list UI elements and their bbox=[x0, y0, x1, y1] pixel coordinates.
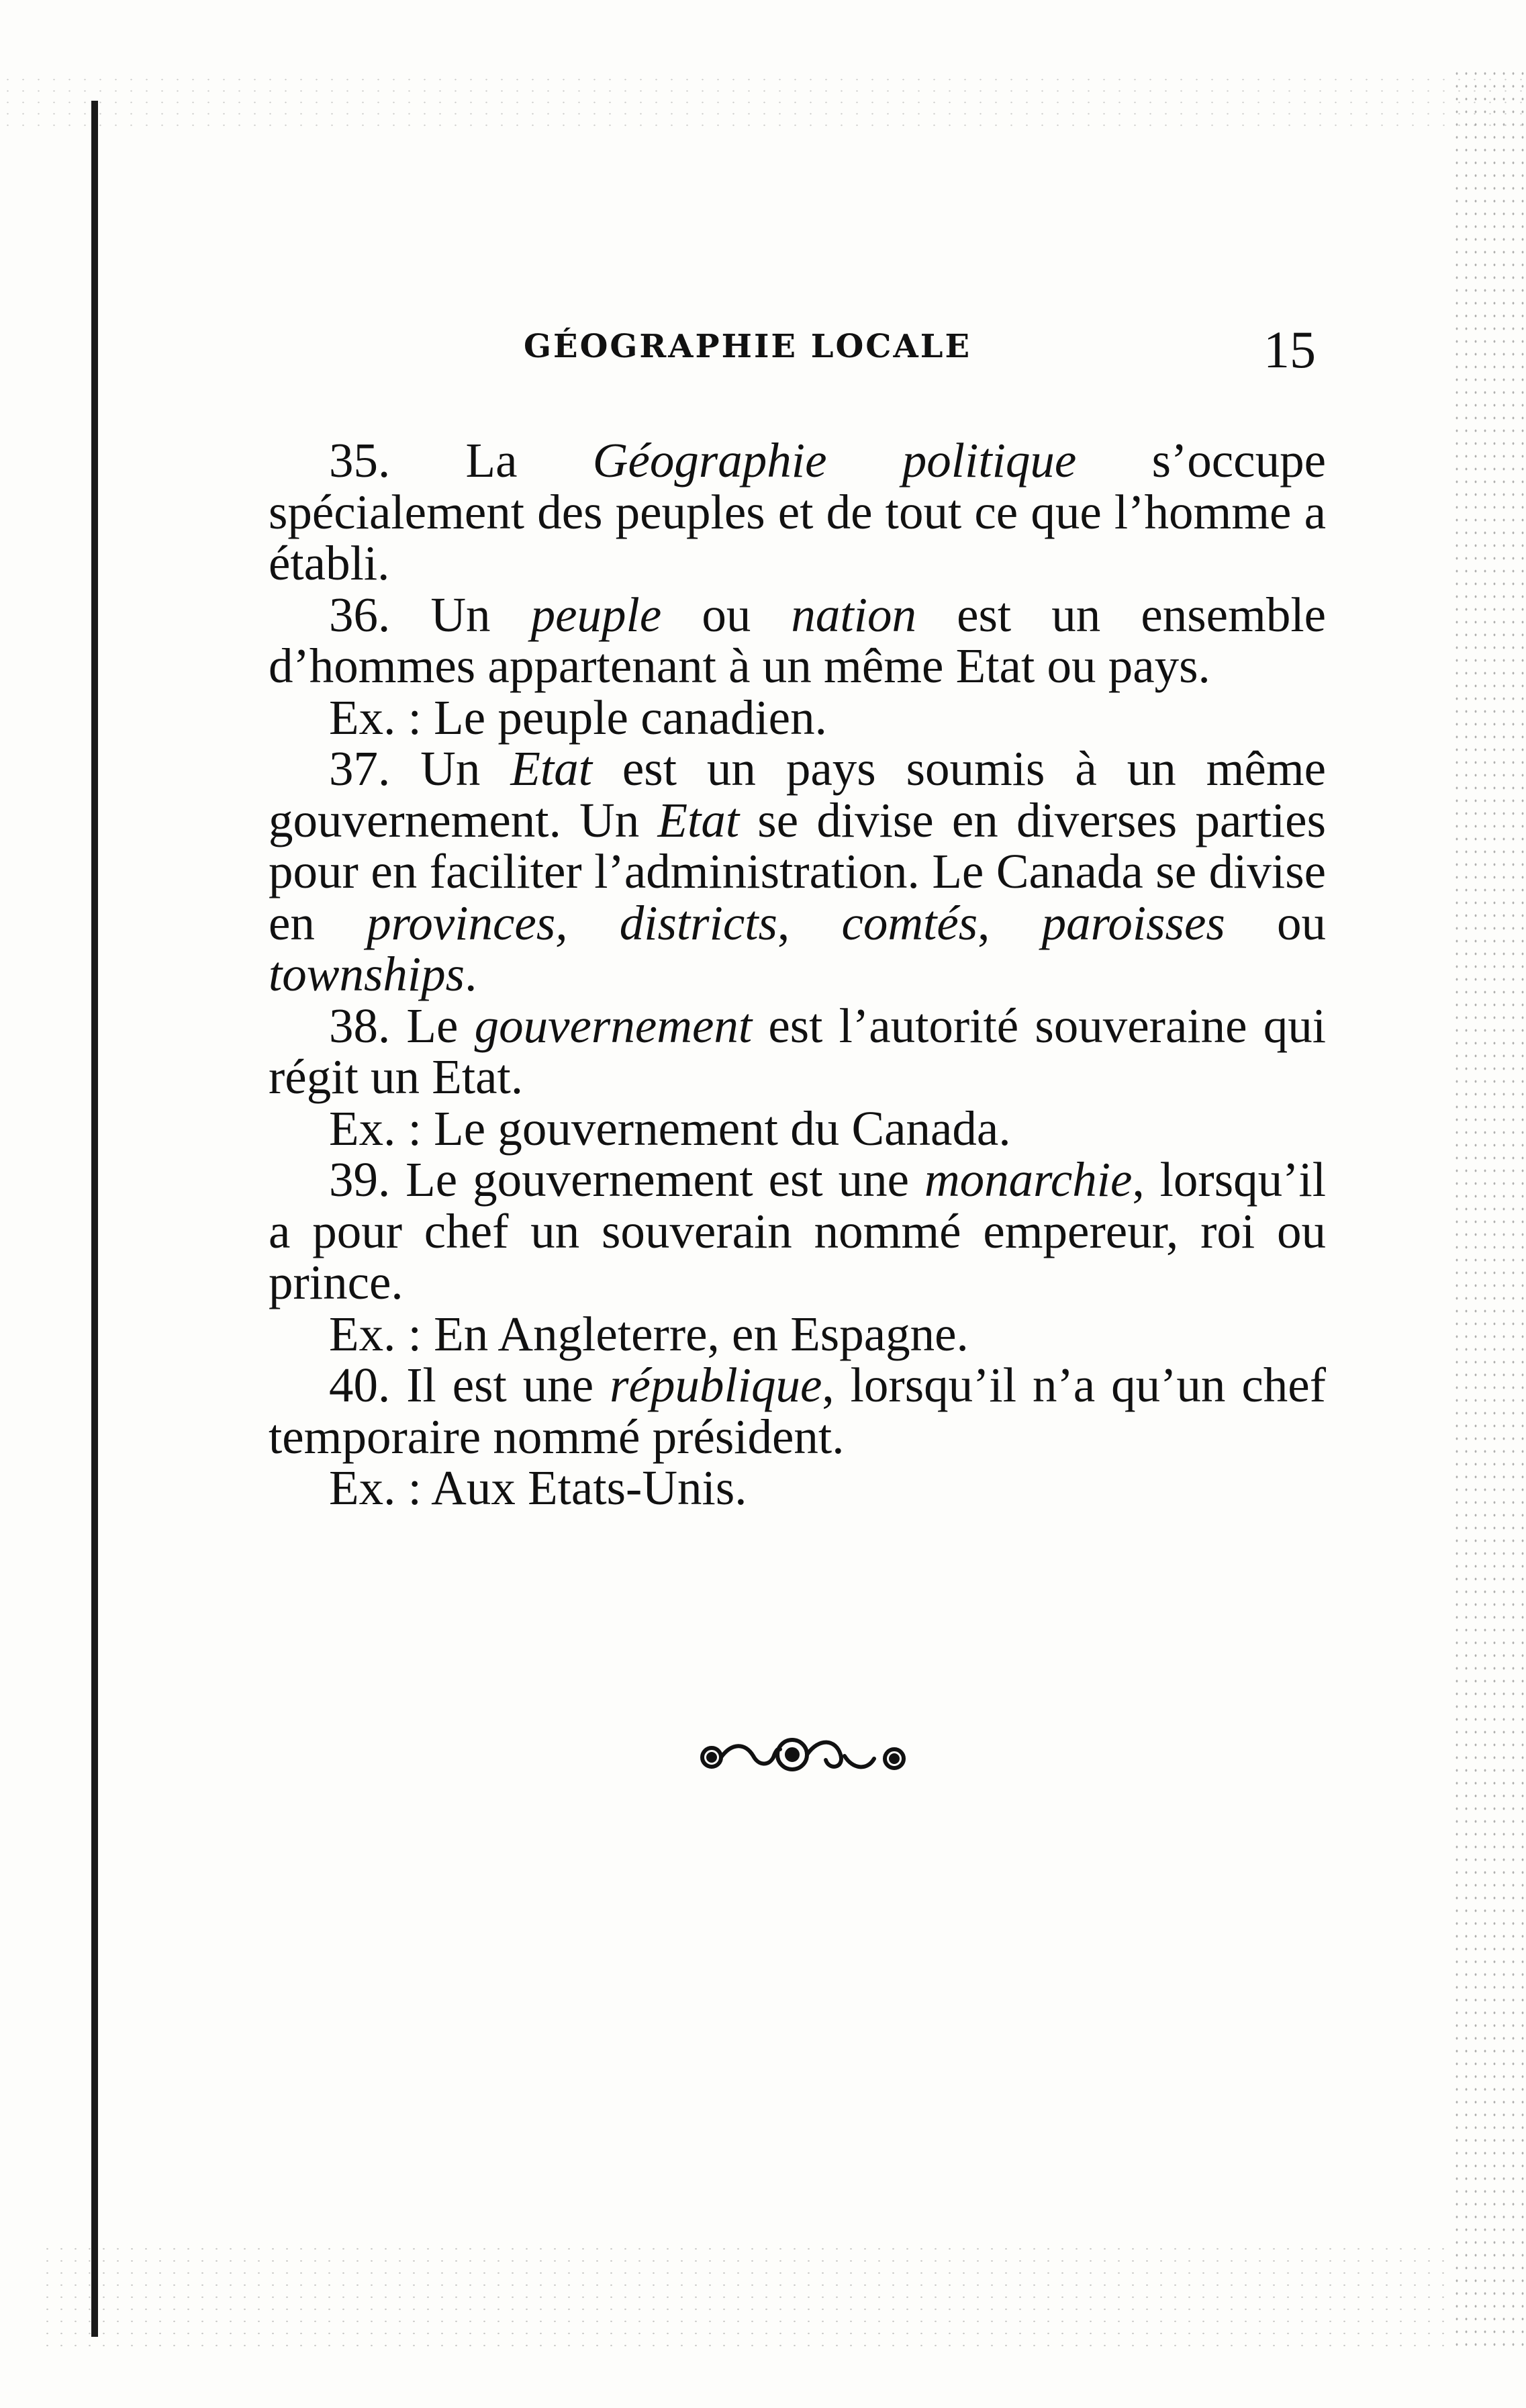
paragraph bbox=[269, 743, 1326, 1001]
text-run: s’occupe spécialement des peuples et de tout ce que l’homme a établi. bbox=[269, 433, 1326, 590]
italic-term: comtés bbox=[841, 895, 978, 950]
example-line: Ex. : Le peuple canadien. bbox=[329, 690, 827, 745]
running-head bbox=[269, 320, 1316, 388]
paragraph bbox=[269, 435, 1326, 590]
text-run: Un bbox=[390, 587, 531, 642]
text-run: , lorsqu’il n’a qu’un chef temporaire nommé président. bbox=[269, 1358, 1326, 1464]
text-run: ou bbox=[661, 587, 792, 642]
paragraph bbox=[269, 587, 1326, 693]
text-run: Un bbox=[390, 741, 511, 796]
text-run: Le bbox=[390, 998, 475, 1053]
paragraph-number: 35. bbox=[329, 433, 391, 488]
text-run: Le gouvernement est une bbox=[390, 1152, 924, 1207]
text-run: . bbox=[465, 947, 477, 1001]
print-noise-top bbox=[0, 74, 1526, 134]
italic-term: paroisses bbox=[1041, 895, 1225, 950]
italic-term: monarchie bbox=[924, 1152, 1133, 1207]
print-noise-right bbox=[1452, 67, 1526, 2350]
italic-term: Géographie politique bbox=[592, 433, 1077, 488]
page-number: 15 bbox=[1263, 320, 1316, 379]
italic-term: townships bbox=[269, 947, 465, 1001]
running-title: GÉOGRAPHIE LOCALE bbox=[524, 328, 972, 365]
ornament-flourish-icon bbox=[692, 1729, 920, 1783]
text-run: , bbox=[977, 895, 1042, 950]
paragraph bbox=[269, 1154, 1326, 1309]
paragraph-number: 40. bbox=[329, 1358, 391, 1412]
paragraph bbox=[269, 998, 1327, 1104]
paragraph-number: 37. bbox=[329, 741, 391, 796]
text-body bbox=[269, 435, 1326, 1514]
example-line: Ex. : Le gouvernement du Canada. bbox=[329, 1101, 1011, 1156]
paragraph-number: 39. bbox=[329, 1152, 391, 1207]
paragraph bbox=[269, 1360, 1326, 1463]
italic-term: peuple bbox=[530, 587, 662, 642]
italic-term: gouvernement bbox=[474, 998, 753, 1053]
italic-term: provinces, districts bbox=[367, 895, 777, 950]
text-run: , lorsqu’il a pour chef un souverain nommé empereur, roi ou prince. bbox=[269, 1152, 1327, 1309]
text-run: ou bbox=[1225, 895, 1326, 950]
text-run: se divise en diverses parties pour en faciliter l’administration. Le Canada se divise en bbox=[269, 792, 1326, 950]
italic-term: Etat bbox=[510, 741, 592, 796]
italic-term: Etat bbox=[657, 792, 740, 847]
italic-term: nation bbox=[791, 587, 916, 642]
binding-edge-line bbox=[91, 101, 98, 2337]
example-line: Ex. : En Angleterre, en Espagne. bbox=[329, 1306, 969, 1361]
example-line: Ex. : Aux Etats-Unis. bbox=[329, 1461, 747, 1515]
text-run: est un pays soumis à un même gouvernement. Un bbox=[269, 741, 1326, 847]
text-run: , bbox=[777, 895, 842, 950]
text-run: Il est une bbox=[390, 1358, 610, 1412]
italic-term: république bbox=[610, 1358, 822, 1412]
text-run: est un ensemble d’hommes appartenant à un même Etat ou pays. bbox=[269, 587, 1326, 693]
text-run: est l’autorité souveraine qui régit un Etat. bbox=[269, 998, 1327, 1104]
paragraph-number: 36. bbox=[329, 587, 391, 642]
paragraph-number: 38. bbox=[329, 998, 391, 1053]
text-run: La bbox=[390, 433, 593, 488]
print-noise-bottom bbox=[40, 2243, 1450, 2350]
